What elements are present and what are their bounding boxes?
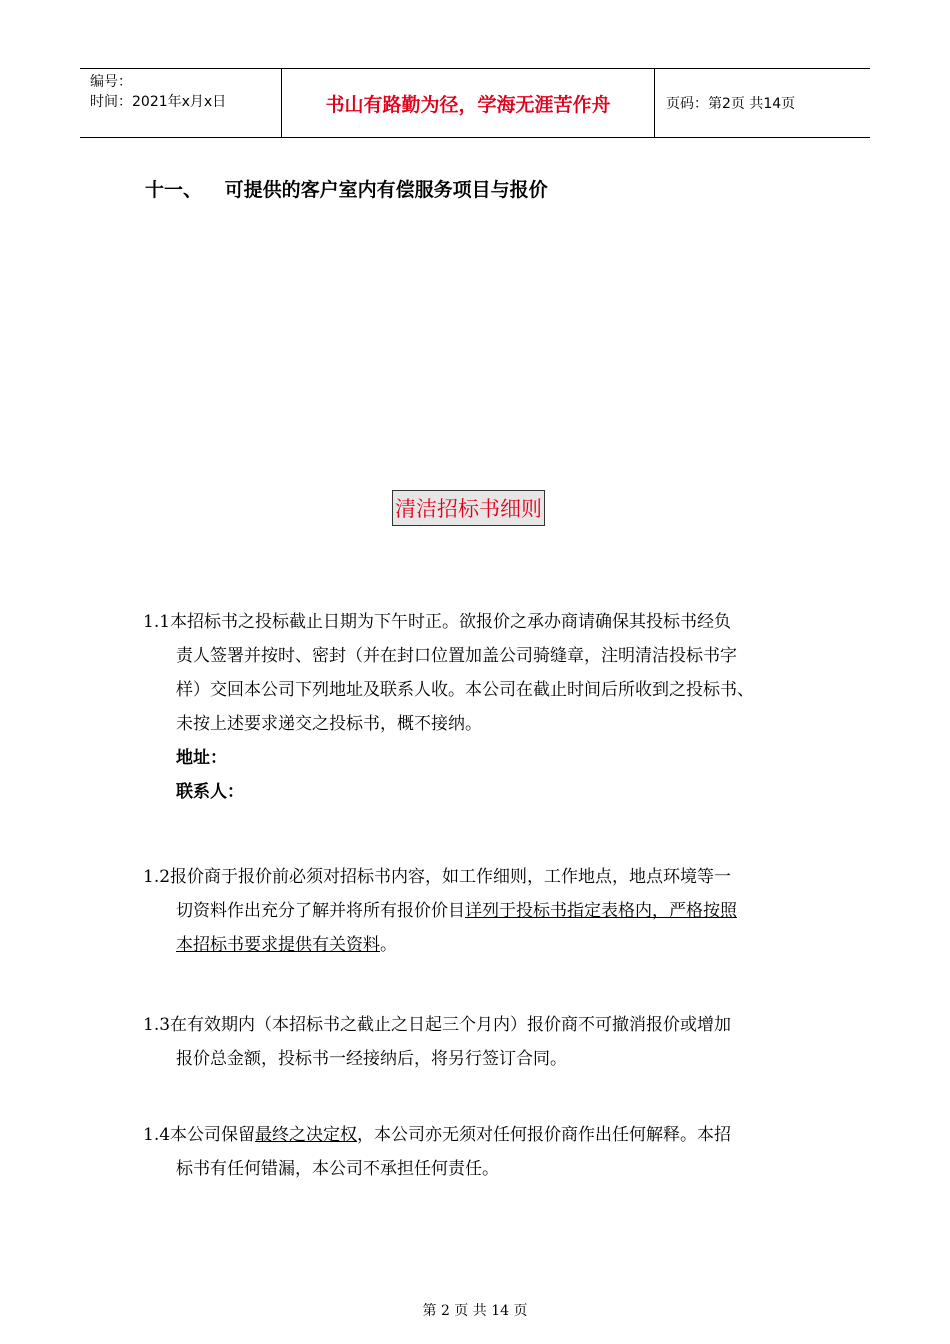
time-label: 时间：2021年x月x日 [90,94,227,110]
header-motto: 书山有路勤为径，学海无涯苦作舟 [282,69,655,137]
number-label: 编号： [90,74,132,90]
section-number: 十一、 [145,179,203,201]
clause-line: 责人签署并按时、密封（并在封口位置加盖公司骑缝章，注明清洁投标书字 [176,646,737,666]
clause-line: 1.1本招标书之投标截止日期为下午时正。欲报价之承办商请确保其投标书经负 [143,612,732,632]
clause-1-2 [143,860,823,962]
clause-line: 样）交回本公司下列地址及联系人收。本公司在截止时间后所收到之投标书、 [176,680,754,700]
clause-line: 标书有任何错漏，本公司不承担任何责任。 [176,1159,499,1179]
header-page-info: 页码：第2页 共14页 [666,96,796,112]
clause-text: 1.4本公司保留 [143,1125,256,1145]
clause-line: 1.3在有效期内（本招标书之截止之日起三个月内）报价商不可撤消报价或增加 [143,1015,732,1035]
underlined-text: 详列于投标书指定表格内，严格按照 [465,901,737,921]
clause-1-4 [143,1118,823,1186]
contact-label: 联系人： [176,782,244,802]
section-title: 可提供的客户室内有偿服务项目与报价 [224,179,548,201]
clause-line: 1.2报价商于报价前必须对招标书内容，如工作细则，工作地点，地点环境等一 [143,867,732,887]
clause-1-1 [143,605,823,809]
underlined-text: 本招标书要求提供有关资料 [176,935,380,955]
address-label: 地址： [176,748,227,768]
clause-text: ，本公司亦无须对任何报价商作出任何解释。本招 [357,1125,732,1145]
clause-line [143,894,823,928]
underlined-text: 最终之决定权 [255,1125,358,1145]
clause-line: 未按上述要求递交之投标书，概不接纳。 [176,714,482,734]
clause-text: 。 [380,935,397,955]
clause-text: 切资料作出充分了解并将所有报价价目 [176,901,465,921]
clause-1-3 [143,1008,823,1076]
clause-line [143,928,823,962]
header-meta-cell [80,69,282,137]
section-heading [145,175,548,202]
clause-line: 报价总金额，投标书一经接纳后，将另行签订合同。 [176,1049,567,1069]
clause-line [143,1118,823,1152]
page-footer: 第 2 页 共 14 页 [422,1303,528,1319]
document-title: 清洁招标书细则 [392,490,545,526]
header-table [80,68,870,138]
